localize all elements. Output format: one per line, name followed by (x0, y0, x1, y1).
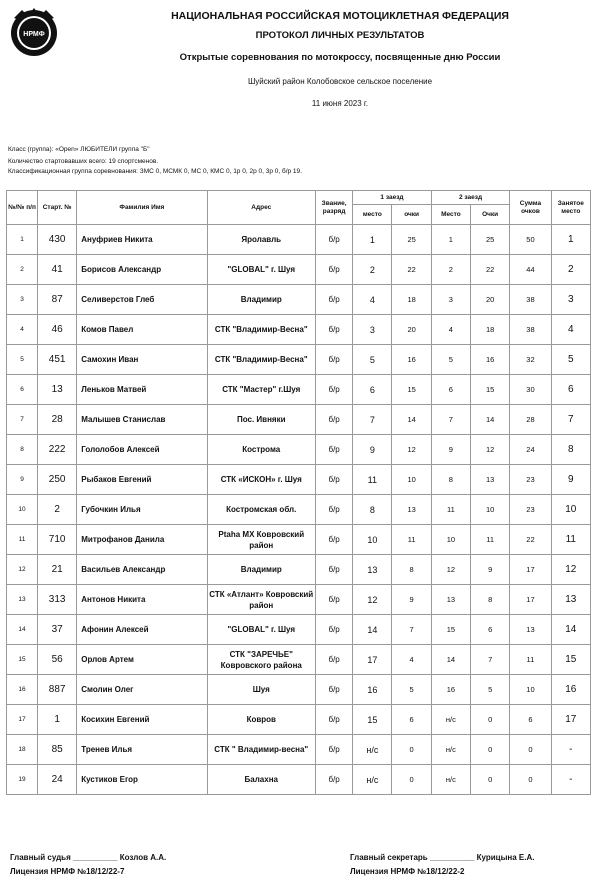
start-number: 24 (38, 765, 77, 795)
rider-name: Губочкин Илья (77, 495, 207, 525)
race2-place: 7 (431, 405, 470, 435)
rider-address: СТК «ИСКОН» г. Шуя (207, 465, 316, 495)
points-sum: 50 (510, 225, 551, 255)
federation-title: НАЦИОНАЛЬНАЯ РОССИЙСКАЯ МОТОЦИКЛЕТНАЯ ФЕДЕРАЦИЯ (171, 10, 509, 22)
rider-address: СТК "Владимир-Весна" (207, 345, 316, 375)
rider-address: Шуя (207, 675, 316, 705)
rider-rank: б/р (316, 495, 353, 525)
rider-name: Кустиков Егор (77, 765, 207, 795)
points-sum: 6 (510, 705, 551, 735)
race1-points: 0 (392, 765, 431, 795)
table-row (7, 765, 591, 795)
event-title: Открытые соревнования по мотокроссу, посвященные дню России (179, 52, 501, 63)
rider-address: Ковров (207, 705, 316, 735)
final-place: 5 (551, 345, 590, 375)
row-num: 16 (7, 675, 38, 705)
race2-place: 16 (431, 675, 470, 705)
race2-place: 14 (431, 645, 470, 675)
rider-rank: б/р (316, 315, 353, 345)
rider-rank: б/р (316, 435, 353, 465)
rider-address: Владимир (207, 555, 316, 585)
points-sum: 0 (510, 735, 551, 765)
race1-points: 15 (392, 375, 431, 405)
start-number: 41 (38, 255, 77, 285)
race2-place: н/с (431, 705, 470, 735)
table-row (7, 525, 591, 555)
rider-name: Орлов Артем (77, 645, 207, 675)
race1-place: 11 (353, 465, 392, 495)
protocol-title: ПРОТОКОЛ ЛИЧНЫХ РЕЗУЛЬТАТОВ (255, 30, 425, 41)
race1-place: н/с (353, 765, 392, 795)
race2-points: 5 (471, 675, 510, 705)
rider-name: Малышев Станислав (77, 405, 207, 435)
rider-name: Борисов Александр (77, 255, 207, 285)
rider-name: Гололобов Алексей (77, 435, 207, 465)
table-row (7, 645, 591, 675)
points-sum: 17 (510, 555, 551, 585)
race2-points: 8 (471, 585, 510, 615)
final-place: 17 (551, 705, 590, 735)
rider-rank: б/р (316, 645, 353, 675)
start-number: 451 (38, 345, 77, 375)
race2-place: 11 (431, 495, 470, 525)
race2-points: 0 (471, 735, 510, 765)
race1-points: 10 (392, 465, 431, 495)
rider-rank: б/р (316, 465, 353, 495)
race2-place: 2 (431, 255, 470, 285)
start-number: 1 (38, 705, 77, 735)
table-row (7, 225, 591, 255)
race2-points: 18 (471, 315, 510, 345)
race2-points: 12 (471, 435, 510, 465)
rider-name: Афонин Алексей (77, 615, 207, 645)
row-num: 4 (7, 315, 38, 345)
race2-points: 11 (471, 525, 510, 555)
start-number: 21 (38, 555, 77, 585)
start-number: 13 (38, 375, 77, 405)
rider-name: Самохин Иван (77, 345, 207, 375)
table-row (7, 345, 591, 375)
race1-place: 14 (353, 615, 392, 645)
race2-points: 14 (471, 405, 510, 435)
rider-address: СТК " Владимир-весна" (207, 735, 316, 765)
final-place: 16 (551, 675, 590, 705)
rider-rank: б/р (316, 675, 353, 705)
rider-name: Рыбаков Евгений (77, 465, 207, 495)
race2-points: 9 (471, 555, 510, 585)
rider-address: СТК «Атлант» Ковровский район (207, 585, 316, 615)
race1-points: 11 (392, 525, 431, 555)
start-number: 85 (38, 735, 77, 765)
table-row (7, 495, 591, 525)
row-num: 14 (7, 615, 38, 645)
final-place: 7 (551, 405, 590, 435)
race2-points: 10 (471, 495, 510, 525)
rider-name: Косихин Евгений (77, 705, 207, 735)
points-sum: 30 (510, 375, 551, 405)
table-row (7, 555, 591, 585)
race1-place: 5 (353, 345, 392, 375)
points-sum: 38 (510, 285, 551, 315)
table-row (7, 405, 591, 435)
rider-rank: б/р (316, 285, 353, 315)
classification-line: Классификационная группа соревнования: ЗМС 0, МСМК 0, МС 0, КМС 0, 1р 0, 2р 0, 3р 0, б/р 19. (8, 168, 302, 175)
starters-line: Количество стартовавших всего: 19 спортсменов. (8, 158, 159, 165)
rider-address: Яролавль (207, 225, 316, 255)
points-sum: 17 (510, 585, 551, 615)
final-place: 12 (551, 555, 590, 585)
rider-address: Пос. Ивняки (207, 405, 316, 435)
race2-place: н/с (431, 735, 470, 765)
final-place: 2 (551, 255, 590, 285)
race2-points: 16 (471, 345, 510, 375)
race1-points: 20 (392, 315, 431, 345)
race2-place: н/с (431, 765, 470, 795)
header-rank: Звание, разряд (316, 191, 353, 225)
header-race2: 2 заезд (431, 191, 510, 205)
start-number: 222 (38, 435, 77, 465)
results-table (6, 190, 591, 795)
race1-place: 1 (353, 225, 392, 255)
race1-points: 5 (392, 675, 431, 705)
rider-address: Кострома (207, 435, 316, 465)
race2-place: 8 (431, 465, 470, 495)
rider-rank: б/р (316, 345, 353, 375)
row-num: 5 (7, 345, 38, 375)
row-num: 18 (7, 735, 38, 765)
race2-points: 13 (471, 465, 510, 495)
race2-place: 3 (431, 285, 470, 315)
race1-points: 8 (392, 555, 431, 585)
rider-address: СТК "Мастер" г.Шуя (207, 375, 316, 405)
race1-points: 9 (392, 585, 431, 615)
rider-address: Балахна (207, 765, 316, 795)
start-number: 37 (38, 615, 77, 645)
final-place: 8 (551, 435, 590, 465)
header-race1: 1 заезд (353, 191, 432, 205)
points-sum: 32 (510, 345, 551, 375)
rider-address: Владимир (207, 285, 316, 315)
rider-address: "GLOBAL" г. Шуя (207, 615, 316, 645)
table-row (7, 615, 591, 645)
row-num: 7 (7, 405, 38, 435)
race2-place: 12 (431, 555, 470, 585)
start-number: 313 (38, 585, 77, 615)
header-name: Фамилия Имя (77, 191, 207, 225)
race2-points: 7 (471, 645, 510, 675)
row-num: 13 (7, 585, 38, 615)
race1-place: 9 (353, 435, 392, 465)
header-race1-points: очки (392, 205, 431, 225)
final-place: 3 (551, 285, 590, 315)
start-number: 887 (38, 675, 77, 705)
race2-place: 4 (431, 315, 470, 345)
table-row (7, 585, 591, 615)
rider-rank: б/р (316, 705, 353, 735)
rider-rank: б/р (316, 585, 353, 615)
row-num: 12 (7, 555, 38, 585)
race2-points: 20 (471, 285, 510, 315)
rider-name: Селиверстов Глеб (77, 285, 207, 315)
race1-place: 17 (353, 645, 392, 675)
points-sum: 23 (510, 465, 551, 495)
row-num: 2 (7, 255, 38, 285)
header-race2-points: Очки (471, 205, 510, 225)
table-row (7, 735, 591, 765)
row-num: 15 (7, 645, 38, 675)
final-place: 10 (551, 495, 590, 525)
table-row (7, 375, 591, 405)
chief-judge-license: Лицензия НРМФ №18/12/22-7 (10, 867, 125, 876)
row-num: 8 (7, 435, 38, 465)
race1-points: 0 (392, 735, 431, 765)
race1-points: 25 (392, 225, 431, 255)
rider-rank: б/р (316, 615, 353, 645)
race1-place: 7 (353, 405, 392, 435)
race1-points: 22 (392, 255, 431, 285)
final-place: 14 (551, 615, 590, 645)
rider-rank: б/р (316, 765, 353, 795)
points-sum: 23 (510, 495, 551, 525)
event-location: Шуйский район Колобовское сельское поселение (247, 77, 433, 86)
row-num: 19 (7, 765, 38, 795)
race2-place: 13 (431, 585, 470, 615)
rider-rank: б/р (316, 225, 353, 255)
table-row (7, 465, 591, 495)
race1-place: 2 (353, 255, 392, 285)
event-date: 11 июня 2023 г. (311, 99, 369, 108)
final-place: 13 (551, 585, 590, 615)
rider-rank: б/р (316, 375, 353, 405)
rider-rank: б/р (316, 555, 353, 585)
points-sum: 24 (510, 435, 551, 465)
points-sum: 13 (510, 615, 551, 645)
final-place: 15 (551, 645, 590, 675)
rider-name: Антонов Никита (77, 585, 207, 615)
row-num: 3 (7, 285, 38, 315)
start-number: 710 (38, 525, 77, 555)
final-place: - (551, 765, 590, 795)
race1-points: 6 (392, 705, 431, 735)
table-row (7, 675, 591, 705)
race1-points: 7 (392, 615, 431, 645)
race2-place: 9 (431, 435, 470, 465)
logo-text: НРМФ (23, 31, 45, 38)
chief-judge: Главный судья __________ Козлов А.А. (10, 853, 167, 862)
final-place: 1 (551, 225, 590, 255)
row-num: 1 (7, 225, 38, 255)
rider-address: Костромская обл. (207, 495, 316, 525)
header-address: Адрес (207, 191, 316, 225)
race1-points: 4 (392, 645, 431, 675)
start-number: 87 (38, 285, 77, 315)
header-sum: Сумма очков (510, 191, 551, 225)
chief-secretary: Главный секретарь __________ Курицына Е.А. (350, 853, 535, 862)
rider-rank: б/р (316, 525, 353, 555)
federation-logo (8, 6, 60, 58)
rider-name: Митрофанов Данила (77, 525, 207, 555)
final-place: - (551, 735, 590, 765)
points-sum: 38 (510, 315, 551, 345)
race2-place: 5 (431, 345, 470, 375)
race2-points: 6 (471, 615, 510, 645)
rider-rank: б/р (316, 405, 353, 435)
row-num: 11 (7, 525, 38, 555)
race2-place: 10 (431, 525, 470, 555)
race1-place: 15 (353, 705, 392, 735)
rider-rank: б/р (316, 255, 353, 285)
race1-place: 13 (353, 555, 392, 585)
race2-points: 22 (471, 255, 510, 285)
table-row (7, 255, 591, 285)
header-race2-place: Место (431, 205, 470, 225)
start-number: 46 (38, 315, 77, 345)
rider-address: СТК "ЗАРЕЧЬЕ" Ковровского района (207, 645, 316, 675)
class-line: Класс (группа): «Open» ЛЮБИТЕЛИ группа "Б" (8, 146, 150, 153)
rider-rank: б/р (316, 735, 353, 765)
header-start: Старт. № (38, 191, 77, 225)
row-num: 6 (7, 375, 38, 405)
race1-place: 6 (353, 375, 392, 405)
race1-points: 14 (392, 405, 431, 435)
race2-place: 1 (431, 225, 470, 255)
chief-secretary-license: Лицензия НРМФ №18/12/22-2 (350, 867, 465, 876)
race2-place: 6 (431, 375, 470, 405)
points-sum: 11 (510, 645, 551, 675)
race1-place: 8 (353, 495, 392, 525)
race1-points: 12 (392, 435, 431, 465)
final-place: 9 (551, 465, 590, 495)
rider-name: Тренев Илья (77, 735, 207, 765)
table-row (7, 705, 591, 735)
header-final-place: Занятое место (551, 191, 590, 225)
header-race1-place: место (353, 205, 392, 225)
race1-points: 13 (392, 495, 431, 525)
race1-place: н/с (353, 735, 392, 765)
table-row (7, 285, 591, 315)
race2-points: 25 (471, 225, 510, 255)
start-number: 250 (38, 465, 77, 495)
race2-place: 15 (431, 615, 470, 645)
final-place: 4 (551, 315, 590, 345)
rider-name: Васильев Александр (77, 555, 207, 585)
start-number: 2 (38, 495, 77, 525)
start-number: 28 (38, 405, 77, 435)
table-row (7, 315, 591, 345)
race2-points: 0 (471, 765, 510, 795)
rider-name: Комов Павел (77, 315, 207, 345)
race1-place: 12 (353, 585, 392, 615)
points-sum: 28 (510, 405, 551, 435)
race1-points: 18 (392, 285, 431, 315)
final-place: 6 (551, 375, 590, 405)
race1-place: 3 (353, 315, 392, 345)
rider-address: СТК "Владимир-Весна" (207, 315, 316, 345)
points-sum: 10 (510, 675, 551, 705)
rider-address: "GLOBAL" г. Шуя (207, 255, 316, 285)
points-sum: 44 (510, 255, 551, 285)
table-row (7, 435, 591, 465)
header-num: №/№ п/п (7, 191, 38, 225)
rider-name: Смолин Олег (77, 675, 207, 705)
points-sum: 22 (510, 525, 551, 555)
row-num: 17 (7, 705, 38, 735)
rider-name: Ануфриев Никита (77, 225, 207, 255)
row-num: 9 (7, 465, 38, 495)
rider-name: Леньков Матвей (77, 375, 207, 405)
race1-place: 4 (353, 285, 392, 315)
race1-place: 10 (353, 525, 392, 555)
race2-points: 0 (471, 705, 510, 735)
start-number: 430 (38, 225, 77, 255)
rider-address: Ptaha MX Ковровский район (207, 525, 316, 555)
final-place: 11 (551, 525, 590, 555)
race1-points: 16 (392, 345, 431, 375)
race2-points: 15 (471, 375, 510, 405)
race1-place: 16 (353, 675, 392, 705)
points-sum: 0 (510, 765, 551, 795)
row-num: 10 (7, 495, 38, 525)
start-number: 56 (38, 645, 77, 675)
